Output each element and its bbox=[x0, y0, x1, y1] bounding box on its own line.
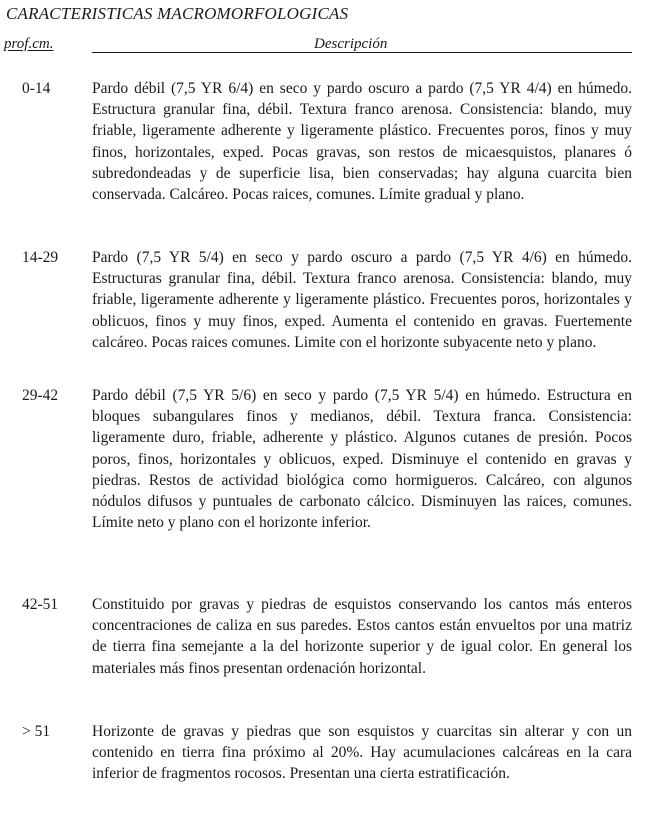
horizon-depth: 29-42 bbox=[22, 387, 59, 404]
horizon-description: Pardo débil (7,5 YR 5/6) en seco y pardo (7,5 YR 5/4) en húmedo. Estructura en bloques subangulares finos y medianos, débil. Textura franca. Consistencia: ligeramente duro, friable, adherente y plástico. Algunos cutanes de presión. Pocos poros, finos, horizontales y oblicuos, exped. Disminuye el contenido en gravas y piedras. Restos de actividad biológica como hormigueros. Calcáreo, con algunos nódulos difusos y puntuales de carbonato cálcico. Disminuyen las raices, comunes. Límite neto y plano con el horizonte inferior. bbox=[92, 387, 632, 532]
horizon-depth: > 51 bbox=[22, 723, 51, 740]
horizon-depth: 14-29 bbox=[22, 249, 59, 266]
horizon-depth: 0-14 bbox=[22, 80, 51, 97]
horizon-description: Horizonte de gravas y piedras que son esquistos y cuarcitas sin alterar y con un contenido en tierra fina próximo al 20%. Hay acumulaciones calcáreas en la cara inferior de fragmentos rocosos. Presentan una cierta estratificación. bbox=[92, 723, 632, 783]
horizon-depth: 42-51 bbox=[22, 596, 59, 613]
table-header bbox=[4, 36, 632, 56]
horizon-description: Pardo débil (7,5 YR 6/4) en seco y pardo oscuro a pardo (7,5 YR 4/4) en húmedo. Estructura granular fina, débil. Textura franco arenosa. Consistencia: blando, muy friable, ligeramente adherente y ligeramente plástico. Frecuentes poros, finos y muy finos, horizontales, exped. Pocas gravas, son restos de micaesquistos, planares ó subredondeadas y de superficie lisa, bien conservadas; hay alguna cuarcita bien conservada. Calcáreo. Pocas raices, comunes. Límite gradual y plano. bbox=[92, 80, 632, 204]
horizon-description: Pardo (7,5 YR 5/4) en seco y pardo oscuro a pardo (7,5 YR 4/6) en húmedo. Estructuras granular fina, débil. Textura franco arenosa. Consistencia: blando, muy friable, ligeramente adherente y ligeramente plástico. Frecuentes poros, horizontales y oblicuos, finos y muy finos, exped. Aumenta el contenido en gravas. Fuertemente calcáreo. Pocas raices comunes. Limite con el horizonte subyacente neto y plano. bbox=[92, 249, 632, 351]
document-title: CARACTERISTICAS MACROMORFOLOGICAS bbox=[6, 4, 349, 23]
column-header-description: Descripción bbox=[314, 36, 388, 52]
column-header-depth: prof.cm. bbox=[4, 36, 54, 52]
horizon-description: Constituido por gravas y piedras de esquistos conservando los cantos más enteros concentraciones de caliza en sus paredes. Estos cantos están envueltos por una matriz de tierra fina semejante a la del horizonte superior y de igual color. En general los materiales más finos presentan ordenación horizontal. bbox=[92, 596, 632, 677]
